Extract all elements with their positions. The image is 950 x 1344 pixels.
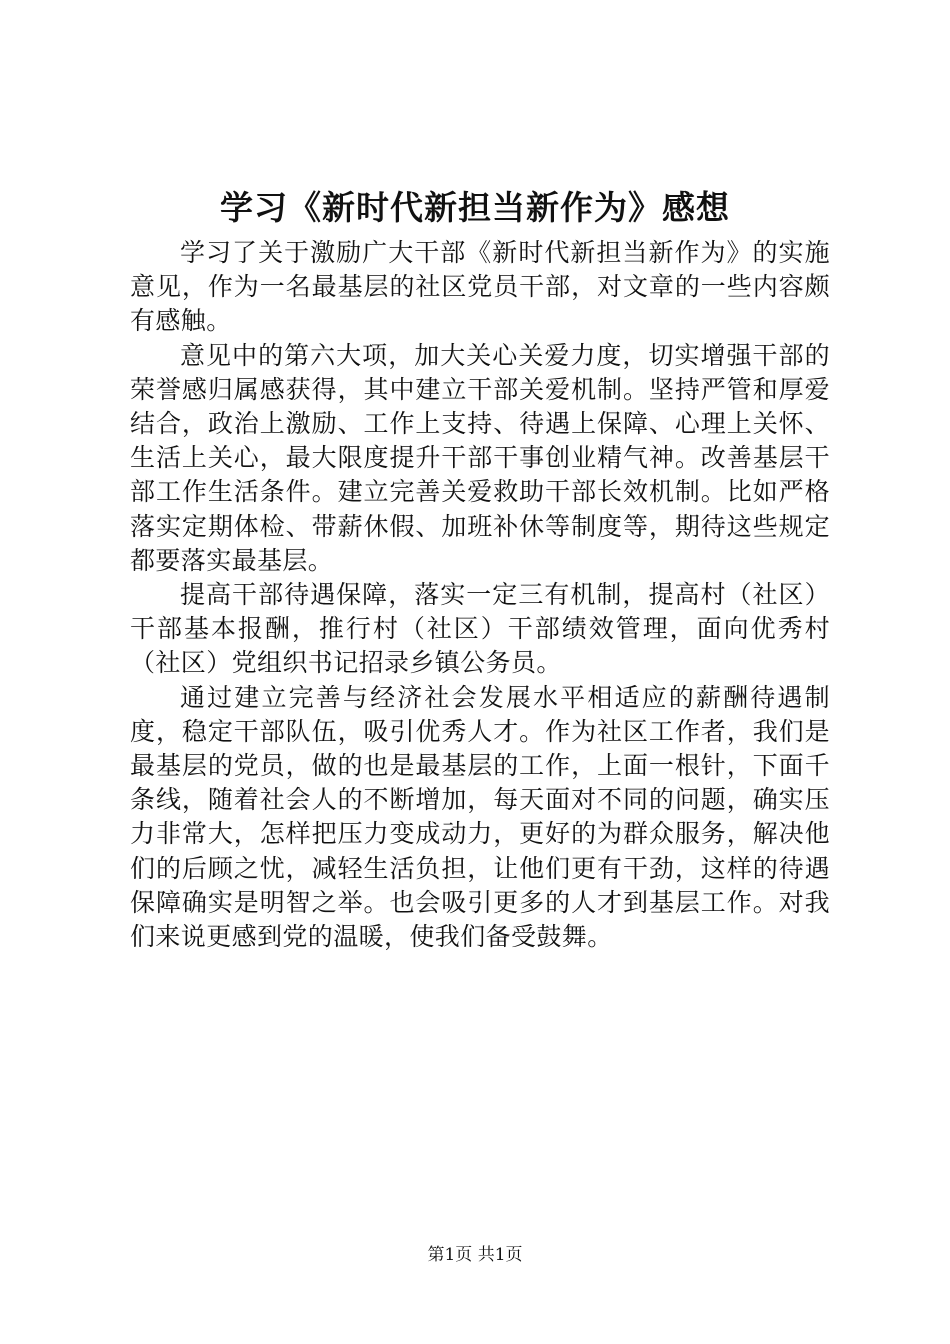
paragraph-4: 通过建立完善与经济社会发展水平相适应的薪酬待遇制度，稳定干部队伍，吸引优秀人才。作为社区工作者，我们是最基层的党员，做的也是最基层的工作，上面一根针，下面千条线，随着社会人的不断增加，每天面对不同的问题，确实压力非常大，怎样把压力变成动力，更好的为群众服务，解决他们的后顾之忧，减轻生活负担，让他们更有干劲，这样的待遇保障确实是明智之举。也会吸引更多的人才到基层工作。对我们来说更感到党的温暖，使我们备受鼓舞。 bbox=[130, 682, 830, 952]
document-body bbox=[130, 236, 830, 954]
page-footer: 第1页 共1页 bbox=[427, 1245, 523, 1265]
document-title: 学习《新时代新担当新作为》感想 bbox=[220, 188, 730, 227]
paragraph-3: 提高干部待遇保障，落实一定三有机制，提高村（社区）干部基本报酬，推行村（社区）干部绩效管理，面向优秀村（社区）党组织书记招录乡镇公务员。 bbox=[130, 580, 830, 678]
paragraph-2: 意见中的第六大项，加大关心关爱力度，切实增强干部的荣誉感归属感获得，其中建立干部关爱机制。坚持严管和厚爱结合，政治上激励、工作上支持、待遇上保障、心理上关怀、生活上关心，最大限度提升干部干事创业精气神。改善基层干部工作生活条件。建立完善关爱救助干部长效机制。比如严格落实定期体检、带薪休假、加班补休等制度等，期待这些规定都要落实最基层。 bbox=[130, 340, 830, 575]
paragraph-1: 学习了关于激励广大干部《新时代新担当新作为》的实施意见，作为一名最基层的社区党员干部，对文章的一些内容颇有感触。 bbox=[130, 238, 830, 336]
